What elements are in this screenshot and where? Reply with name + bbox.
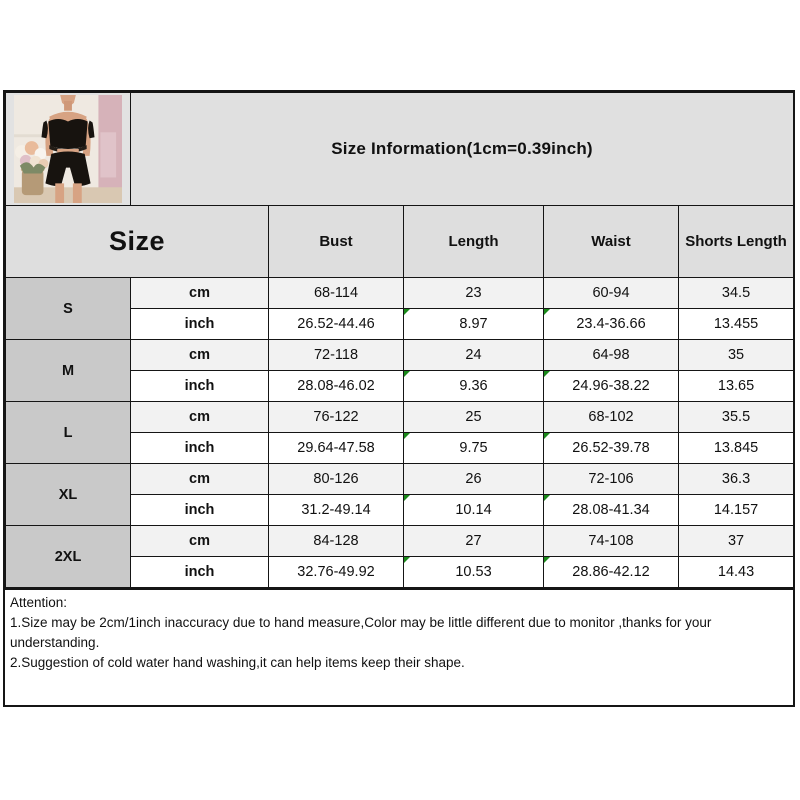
value-cell	[679, 495, 794, 526]
value-cell	[544, 402, 679, 433]
value-cell	[269, 402, 404, 433]
table-row	[6, 278, 794, 309]
cell-value: 35	[727, 347, 745, 363]
cell-value: inch	[184, 440, 215, 456]
value-cell	[544, 464, 679, 495]
value-cell	[131, 340, 269, 371]
cell-value: inch	[184, 502, 215, 518]
value-cell	[679, 402, 794, 433]
value-cell	[404, 309, 544, 340]
cell-value: 26.52-44.46	[297, 316, 375, 332]
column-header-length: Length	[404, 206, 544, 278]
cell-value: cm	[189, 471, 210, 487]
cell-value: 9.75	[459, 440, 488, 456]
value-cell	[131, 402, 269, 433]
cell-value: 10.53	[455, 564, 492, 580]
value-cell	[404, 495, 544, 526]
cell-value: 10.14	[455, 502, 492, 518]
cell-value: cm	[189, 285, 210, 301]
cell-value: 68-114	[313, 285, 359, 301]
size-label: 2XL	[6, 526, 131, 588]
value-cell	[269, 340, 404, 371]
cell-value: 60-94	[592, 285, 630, 301]
size-table	[5, 92, 794, 588]
cell-value: 14.157	[713, 502, 759, 518]
value-cell	[679, 557, 794, 588]
table-row	[6, 402, 794, 433]
value-cell	[269, 433, 404, 464]
value-cell	[269, 464, 404, 495]
cell-value: 72-118	[313, 347, 359, 363]
cell-value: 37	[727, 533, 745, 549]
value-cell	[544, 278, 679, 309]
cell-value: 76-122	[313, 409, 359, 425]
value-cell	[404, 340, 544, 371]
column-header-shorts-length: Shorts Length	[679, 206, 794, 278]
cell-value: 26	[465, 471, 482, 487]
cell-value: 23.4-36.66	[576, 316, 646, 332]
value-cell	[404, 278, 544, 309]
green-corner-flag-icon	[404, 495, 410, 501]
column-header-row	[6, 206, 794, 278]
value-cell	[269, 309, 404, 340]
green-corner-flag-icon	[544, 309, 550, 315]
cell-value: 34.5	[721, 285, 751, 301]
value-cell	[269, 526, 404, 557]
cell-value: 13.845	[713, 440, 759, 456]
value-cell	[544, 495, 679, 526]
product-photo-illustration	[14, 95, 122, 203]
size-rows	[6, 278, 794, 588]
cell-value: 84-128	[313, 533, 359, 549]
cell-value: 25	[465, 409, 482, 425]
cell-value: 80-126	[313, 471, 359, 487]
cell-value: 72-106	[588, 471, 634, 487]
size-label: L	[6, 402, 131, 464]
size-label: M	[6, 340, 131, 402]
cell-value: 32.76-49.92	[297, 564, 375, 580]
cell-value: 36.3	[721, 471, 751, 487]
value-cell	[131, 309, 269, 340]
cell-value: cm	[189, 533, 210, 549]
cell-value: 9.36	[459, 378, 488, 394]
value-cell	[404, 557, 544, 588]
green-corner-flag-icon	[544, 557, 550, 563]
cell-value: 24.96-38.22	[572, 378, 650, 394]
value-cell	[679, 526, 794, 557]
column-header-bust: Bust	[269, 206, 404, 278]
cell-value: 28.08-46.02	[297, 378, 375, 394]
table-row	[6, 464, 794, 495]
green-corner-flag-icon	[404, 557, 410, 563]
value-cell	[131, 495, 269, 526]
attention-heading: Attention:	[10, 595, 68, 610]
value-cell	[131, 278, 269, 309]
value-cell	[404, 464, 544, 495]
value-cell	[404, 526, 544, 557]
title-row	[6, 93, 794, 206]
value-cell	[404, 433, 544, 464]
value-cell	[679, 340, 794, 371]
cell-value: cm	[189, 347, 210, 363]
cell-value: inch	[184, 564, 215, 580]
cell-value: 28.08-41.34	[572, 502, 650, 518]
product-photo	[6, 93, 131, 206]
value-cell	[544, 371, 679, 402]
green-corner-flag-icon	[404, 371, 410, 377]
size-chart-frame	[3, 90, 795, 707]
value-cell	[131, 371, 269, 402]
green-corner-flag-icon	[544, 433, 550, 439]
cell-value: 68-102	[588, 409, 634, 425]
cell-value: inch	[184, 316, 215, 332]
table-row	[6, 526, 794, 557]
column-header-size: Size	[6, 206, 269, 278]
attention-line-2: 2.Suggestion of cold water hand washing,it can help items keep their shape.	[10, 655, 465, 670]
page-title: Size Information(1cm=0.39inch)	[131, 93, 794, 206]
attention-note	[5, 588, 793, 705]
value-cell	[269, 557, 404, 588]
cell-value: 23	[465, 285, 482, 301]
value-cell	[404, 371, 544, 402]
attention-line-1: 1.Size may be 2cm/1inch inaccuracy due to hand measure,Color may be little different due to monitor ,thanks for your understanding.	[10, 615, 712, 650]
value-cell	[269, 278, 404, 309]
value-cell	[679, 309, 794, 340]
green-corner-flag-icon	[404, 433, 410, 439]
cell-value: 8.97	[459, 316, 488, 332]
value-cell	[131, 526, 269, 557]
size-label: S	[6, 278, 131, 340]
value-cell	[679, 371, 794, 402]
cell-value: 24	[465, 347, 482, 363]
cell-value: 26.52-39.78	[572, 440, 650, 456]
value-cell	[131, 464, 269, 495]
cell-value: 31.2-49.14	[301, 502, 371, 518]
value-cell	[131, 557, 269, 588]
cell-value: 64-98	[592, 347, 630, 363]
cell-value: 14.43	[717, 564, 755, 580]
value-cell	[131, 433, 269, 464]
value-cell	[269, 495, 404, 526]
column-header-waist: Waist	[544, 206, 679, 278]
size-label: XL	[6, 464, 131, 526]
value-cell	[679, 464, 794, 495]
cell-value: 13.65	[717, 378, 755, 394]
cell-value: inch	[184, 378, 215, 394]
green-corner-flag-icon	[544, 495, 550, 501]
green-corner-flag-icon	[544, 371, 550, 377]
value-cell	[269, 371, 404, 402]
cell-value: 27	[465, 533, 482, 549]
cell-value: 29.64-47.58	[297, 440, 375, 456]
cell-value: 35.5	[721, 409, 751, 425]
green-corner-flag-icon	[404, 309, 410, 315]
value-cell	[679, 433, 794, 464]
table-row	[6, 340, 794, 371]
value-cell	[544, 433, 679, 464]
value-cell	[544, 340, 679, 371]
value-cell	[544, 526, 679, 557]
cell-value: 28.86-42.12	[572, 564, 650, 580]
cell-value: cm	[189, 409, 210, 425]
value-cell	[544, 309, 679, 340]
cell-value: 74-108	[588, 533, 634, 549]
value-cell	[544, 557, 679, 588]
cell-value: 13.455	[713, 316, 759, 332]
value-cell	[404, 402, 544, 433]
value-cell	[679, 278, 794, 309]
